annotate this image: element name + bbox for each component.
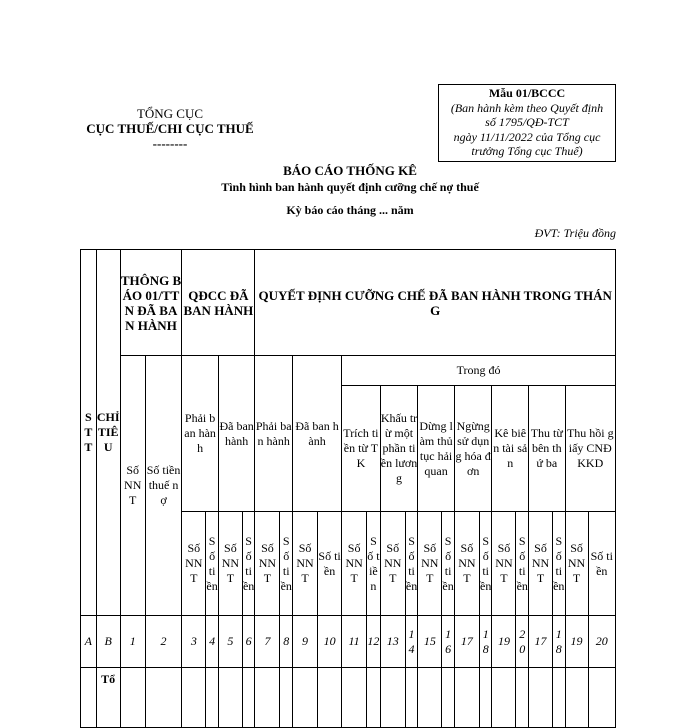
subheader-taxpayer-count: Số NNT [293, 512, 318, 616]
total-cell [529, 668, 553, 728]
column-code: 19 [492, 616, 516, 668]
column-code: 15 [418, 616, 442, 668]
column-code: 9 [293, 616, 318, 668]
group-license-revocation: Thu hồi giấy CNĐKKD [565, 386, 615, 512]
total-row [81, 668, 616, 728]
subheader-taxpayer-count: Số NNT [454, 512, 479, 616]
subheader-taxpayer-count: Số NNT [342, 512, 367, 616]
monthly-issued-header: Đã ban hành [293, 356, 342, 512]
enforcement-issued-header: QĐCC ĐÃ BAN HÀNH [182, 250, 255, 356]
column-code: 2 [145, 616, 182, 668]
subheader-taxpayer-count: Số NNT [565, 512, 588, 616]
total-cell [588, 668, 615, 728]
column-code: 17 [529, 616, 553, 668]
subheader-taxpayer-count: Số NNT [380, 512, 405, 616]
form-note-1: (Ban hành kèm theo Quyết định [450, 100, 604, 115]
subheader-amount: Số tiền [553, 512, 566, 616]
column-code: 16 [442, 616, 455, 668]
group-asset-distraint: Kê biên tài sản [492, 386, 529, 512]
stt-header: STT [81, 250, 97, 616]
total-cell [280, 668, 293, 728]
subheader-amount: Số tiền [367, 512, 381, 616]
group-account-deduction: Trích tiền từ TK [342, 386, 381, 512]
monthly-required-header: Phải ban hành [255, 356, 293, 512]
total-label: Tổ [96, 668, 120, 728]
column-code: 5 [218, 616, 242, 668]
column-code: 4 [206, 616, 219, 668]
subheader-amount: Số tiền [242, 512, 255, 616]
subheader-taxpayer-count: Số NNT [492, 512, 516, 616]
form-code: Mẫu 01/BCCC [488, 86, 566, 100]
total-cell [218, 668, 242, 728]
report-title: BÁO CÁO THỐNG KÊ [283, 163, 417, 178]
form-note-3: ngày 11/11/2022 của Tổng cục [453, 129, 601, 144]
total-cell [442, 668, 455, 728]
report-period: Kỳ báo cáo tháng ... năm [286, 203, 414, 217]
group-third-party-collection: Thu từ bên thứ ba [529, 386, 566, 512]
total-cell [145, 668, 182, 728]
total-cell [380, 668, 405, 728]
group-customs-suspension: Dừng làm thủ tục hải quan [418, 386, 455, 512]
of-which-header: Trong đó [342, 356, 616, 386]
column-code: 14 [405, 616, 418, 668]
total-cell [206, 668, 219, 728]
subheader-amount: Số tiền [405, 512, 418, 616]
column-code: 20 [588, 616, 615, 668]
qdcc-required-header: Phải ban hành [182, 356, 219, 512]
unit-label: ĐVT: Triệu đồng [534, 226, 616, 240]
total-cell [405, 668, 418, 728]
column-code: 6 [242, 616, 255, 668]
form-note-2: số 1795/QĐ-TCT [485, 115, 569, 129]
subheader-amount: Số tiền [318, 512, 342, 616]
group-invoice-suspension: Ngừng sử dụng hóa đơn [454, 386, 492, 512]
notice-tax-debt-header: Số tiền thuế nợ [145, 356, 182, 616]
subheader-amount: Số tiền [206, 512, 219, 616]
total-cell [318, 668, 342, 728]
total-cell [454, 668, 479, 728]
column-code: 10 [318, 616, 342, 668]
total-cell [553, 668, 566, 728]
total-stt-cell [81, 668, 97, 728]
column-code: 20 [516, 616, 529, 668]
agency-separator: -------- [152, 136, 188, 151]
total-cell [182, 668, 206, 728]
report-table [80, 249, 616, 728]
column-code: 12 [367, 616, 381, 668]
subheader-taxpayer-count: Số NNT [218, 512, 242, 616]
subheader-taxpayer-count: Số NNT [418, 512, 442, 616]
report-subtitle: Tình hình ban hành quyết định cưỡng chế nợ thuế [221, 180, 479, 194]
notice-taxpayer-count-header: Số NNT [120, 356, 145, 616]
total-cell [492, 668, 516, 728]
subheader-taxpayer-count: Số NNT [255, 512, 280, 616]
total-cell [120, 668, 145, 728]
subheader-amount: Số tiền [280, 512, 293, 616]
total-cell [242, 668, 255, 728]
column-code: 17 [454, 616, 479, 668]
column-code: 3 [182, 616, 206, 668]
total-cell [367, 668, 381, 728]
column-code-row [81, 616, 616, 668]
total-cell [516, 668, 529, 728]
total-cell [418, 668, 442, 728]
subheader-amount: Số tiền [479, 512, 492, 616]
group-salary-deduction: Khấu trừ một phần tiền lương [380, 386, 418, 512]
subheader-taxpayer-count: Số NNT [182, 512, 206, 616]
column-code: 18 [553, 616, 566, 668]
column-code: B [96, 616, 120, 668]
notice-issued-header: THÔNG BÁO 01/TTN ĐÃ BAN HÀNH [120, 250, 182, 356]
subheader-amount: Số tiền [516, 512, 529, 616]
subheader-amount: Số tiền [442, 512, 455, 616]
form-code-box [438, 84, 616, 162]
qdcc-issued-header: Đã ban hành [218, 356, 255, 512]
total-cell [565, 668, 588, 728]
issuing-agency [70, 106, 270, 151]
total-cell [479, 668, 492, 728]
form-note-4: trưởng Tổng cục Thuế) [471, 144, 583, 158]
chitieu-header: CHỈ TIÊU [96, 250, 120, 616]
total-cell [255, 668, 280, 728]
column-code: 18 [479, 616, 492, 668]
total-cell [293, 668, 318, 728]
column-code: A [81, 616, 97, 668]
total-cell [342, 668, 367, 728]
column-code: 1 [120, 616, 145, 668]
column-code: 13 [380, 616, 405, 668]
column-code: 7 [255, 616, 280, 668]
agency-line-1: TỔNG CỤC [136, 106, 204, 121]
subheader-taxpayer-count: Số NNT [529, 512, 553, 616]
subheader-amount: Số tiền [588, 512, 615, 616]
column-code: 11 [342, 616, 367, 668]
column-code: 8 [280, 616, 293, 668]
agency-line-2: CỤC THUẾ/CHI CỤC THUẾ [86, 121, 254, 136]
monthly-enforcement-header: QUYẾT ĐỊNH CƯỠNG CHẾ ĐÃ BAN HÀNH TRONG THÁNG [255, 250, 616, 356]
column-code: 19 [565, 616, 588, 668]
